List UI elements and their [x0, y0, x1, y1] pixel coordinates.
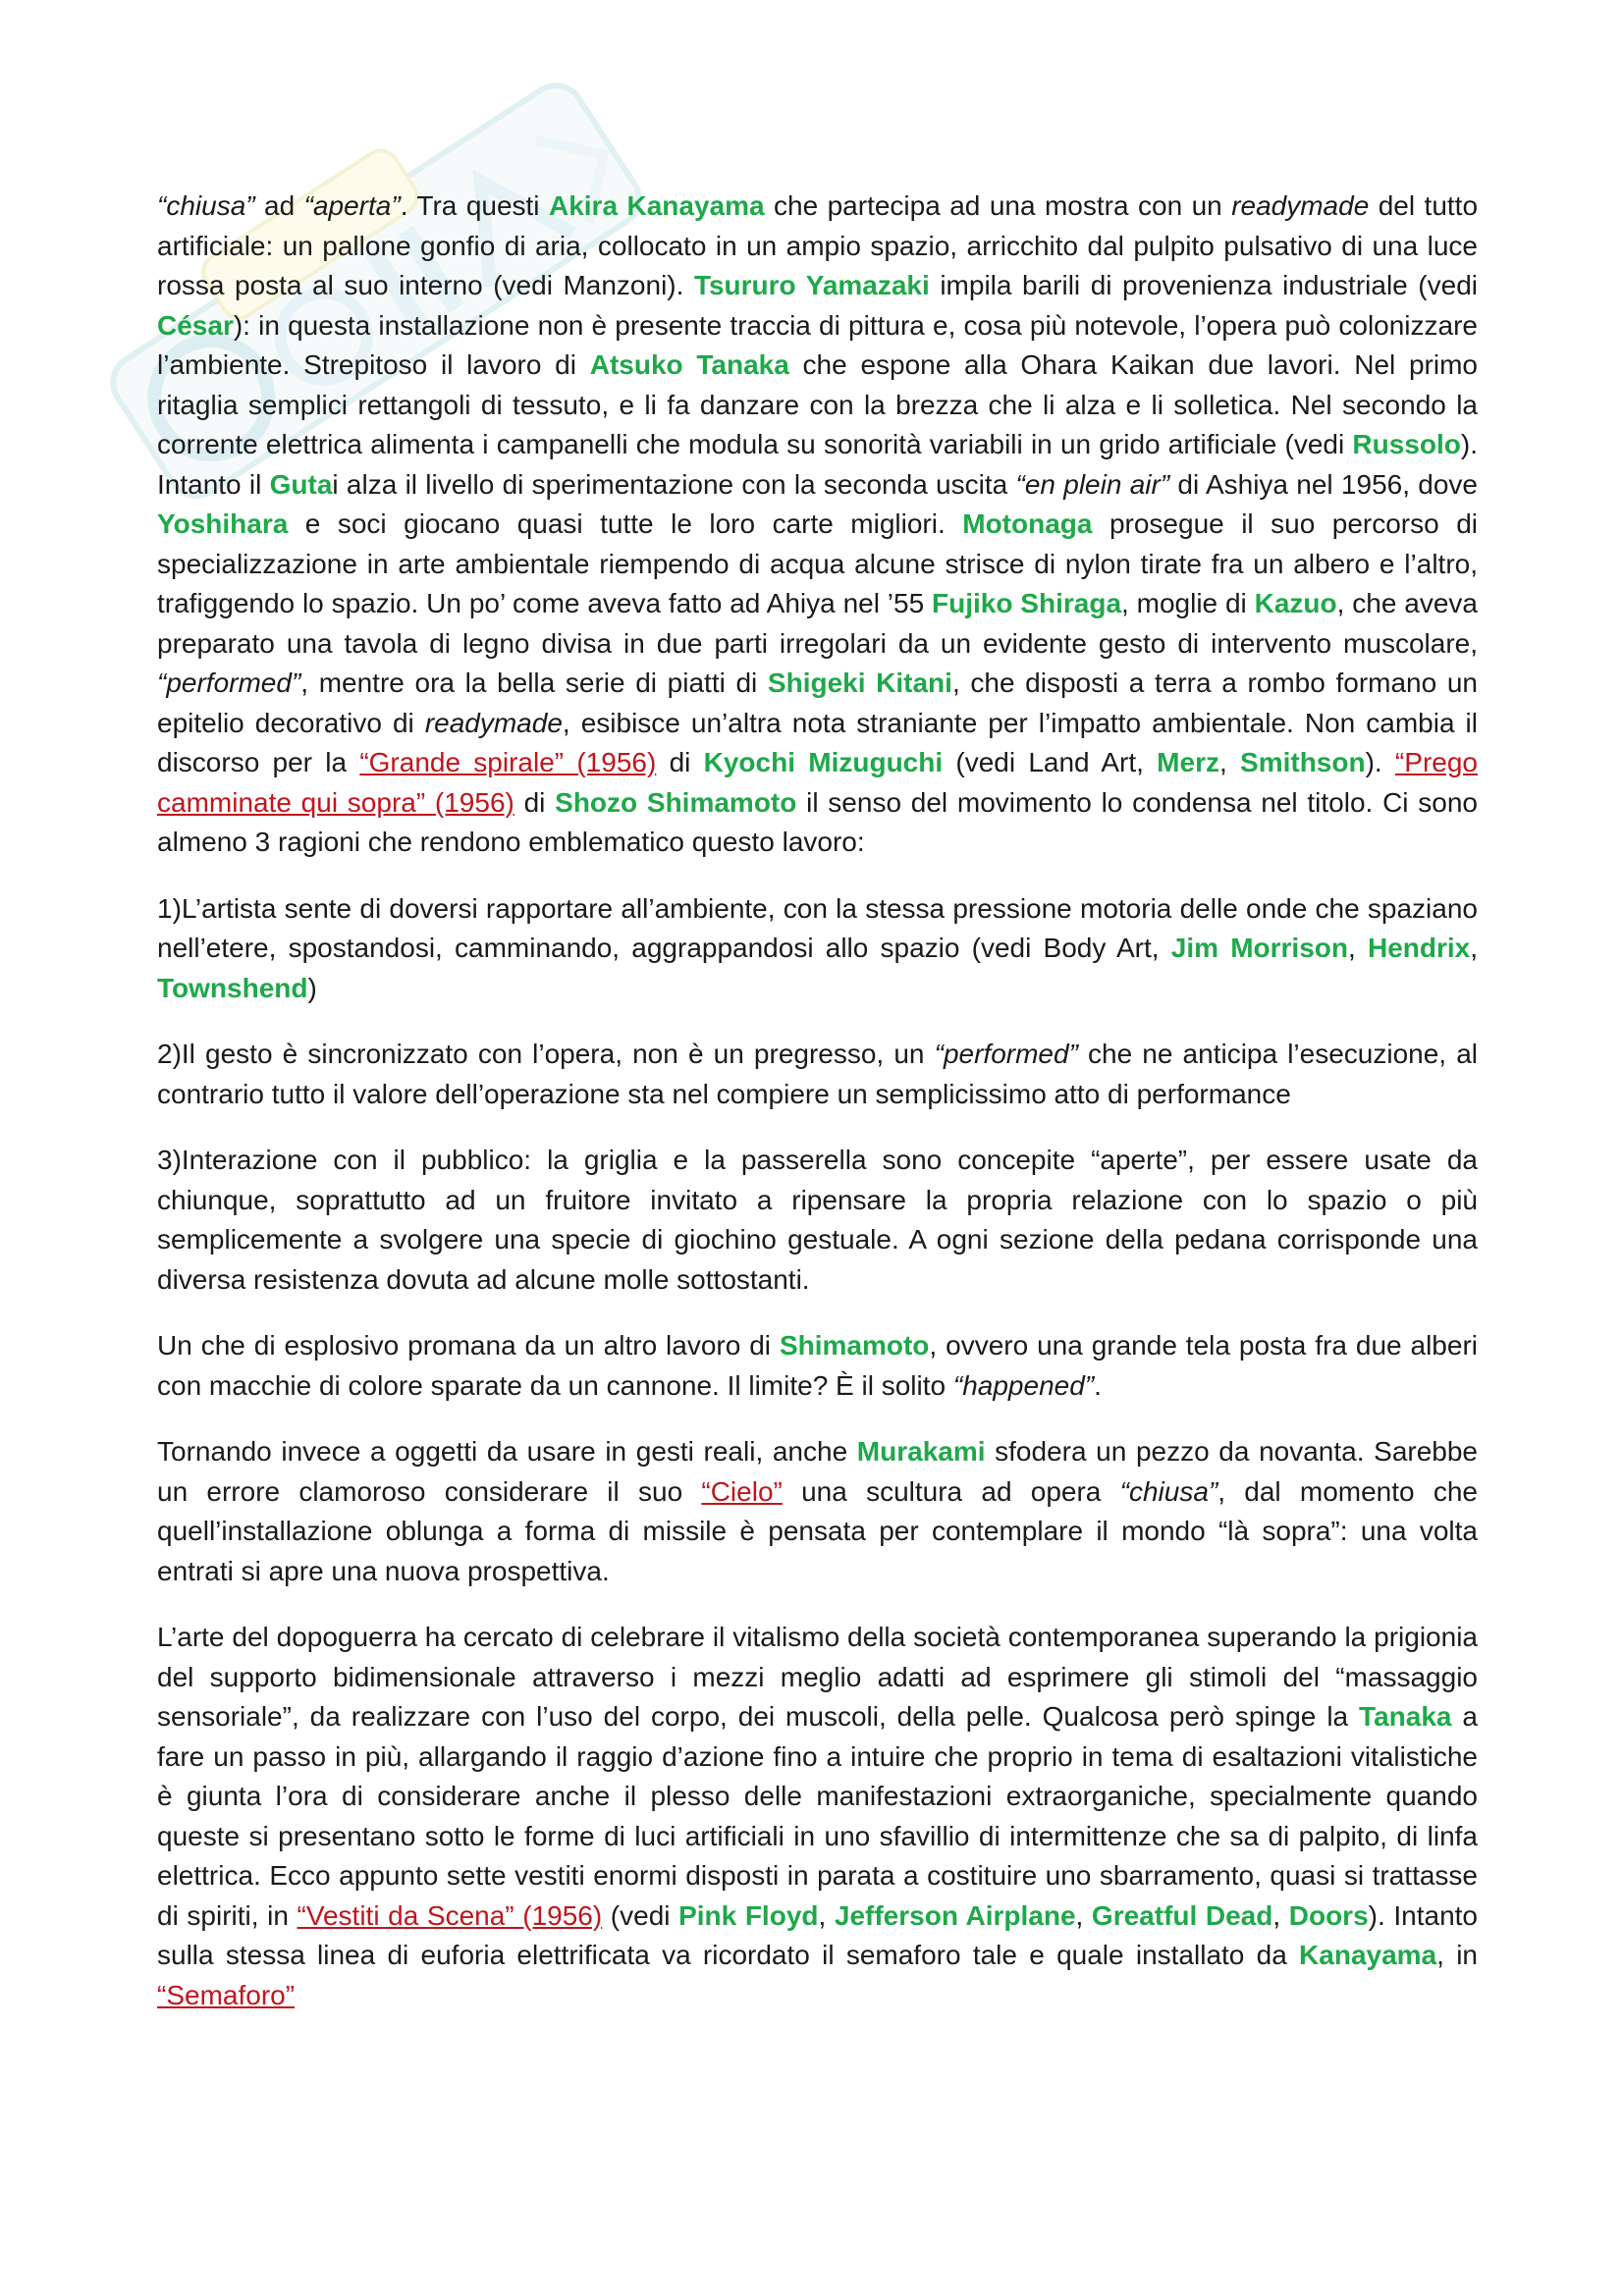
highlighted-name: Akira Kanayama: [548, 190, 765, 221]
highlighted-name: Murakami: [856, 1436, 986, 1467]
highlighted-name: Shozo Shimamoto: [555, 786, 797, 818]
paragraph: [157, 1141, 1478, 1300]
highlighted-name: Fujiko Shiraga: [932, 588, 1122, 618]
body-text: (vedi Land Art,: [943, 747, 1158, 777]
italic-term: “performed”: [157, 667, 301, 698]
body-text: una scultura ad opera: [782, 1475, 1120, 1507]
body-text: prosegue il suo percorso di specializzazione in arte ambientale riempendo di acqua alcune strisce di nylon tirate fra un albero e l’altro, trafiggendo lo spazio. Un po’ come aveva fatto ad Ahiya nel ’55: [157, 508, 1478, 618]
body-text: che espone alla Ohara Kaikan due lavori. Nel primo ritaglia semplici rettangoli di tessuto, e li fa danzare con la brezza che li alza e li solletica. Nel secondo la corrente elettrica alimenta i campanelli che modula su sonorità variabili in un grido artificiale (vedi: [157, 349, 1478, 459]
body-text: i alza il livello di sperimentazione con la seconda uscita: [332, 468, 1016, 500]
body-text: di Ashiya nel 1956, dove: [1169, 468, 1478, 500]
body-text: (vedi: [602, 1899, 679, 1931]
body-text: L’arte del dopoguerra ha cercato di celebrare il vitalismo della società contemporanea superando la prigionia del supporto bidimensionale attraverso i mezzi meglio adatti ad esprimere gli stimoli del “massaggio sensoriale”, da realizzare con l’uso del corpo, dei muscoli, della pelle. Qualcosa però spinge la: [157, 1622, 1478, 1732]
highlighted-name: Atsuko Tanaka: [589, 349, 789, 380]
highlighted-name: Russolo: [1352, 429, 1461, 459]
body-text: Un che di esplosivo promana da un altro lavoro di: [157, 1330, 780, 1361]
body-text: ). Intanto il: [157, 429, 1478, 500]
highlighted-name: Greatful Dead: [1091, 1899, 1273, 1931]
body-text: ,: [1272, 1899, 1289, 1931]
body-text: ,: [1470, 933, 1479, 963]
paragraph: [157, 1432, 1478, 1591]
body-text: ): in questa installazione non è presente traccia di pittura e, cosa più notevole, l’opera può colonizzare l’ambiente. Strepitoso il lavoro di: [157, 309, 1478, 380]
highlighted-name: Tanaka: [1359, 1701, 1452, 1732]
body-text: ,: [1348, 933, 1368, 963]
paragraph: [157, 1035, 1478, 1114]
body-text: ). Intanto sulla stessa linea di euforia elettrificata va ricordato il semaforo tale e quale installato da: [157, 1899, 1478, 1970]
artwork-link[interactable]: “Semaforo”: [157, 1979, 296, 2010]
body-text: 1)L’artista sente di doversi rapportare all’ambiente, con la stessa pressione motoria delle onde che spaziano nell’etere, spostandosi, camminando, aggrappandosi allo spazio (vedi Body Art,: [157, 892, 1478, 963]
body-text: , ovvero una grande tela posta fra due alberi con macchie di colore sparate da un cannone. Il limite? È il solito: [157, 1330, 1478, 1401]
highlighted-name: Kanayama: [1299, 1940, 1437, 1970]
body-text: , che disposti a terra a rombo formano un epitelio decorativo di: [157, 667, 1478, 738]
paragraph: [157, 1618, 1478, 2015]
body-text: che partecipa ad una mostra con un: [764, 190, 1232, 221]
italic-term: “happened”: [952, 1369, 1095, 1401]
highlighted-name: César: [157, 309, 234, 341]
body-text: che ne anticipa l’esecuzione, al contrario tutto il valore dell’operazione sta nel compiere un semplicissimo atto di performance: [157, 1039, 1478, 1109]
body-text: ,: [1218, 747, 1241, 777]
body-text: a fare un passo in più, allargando il raggio d’azione fino a intuire che proprio in tema di esaltazioni vitalistiche è giunta l’ora di considerare anche il plesso delle manifestazioni extraorganiche, specialmente quando queste si presentano sotto le forme di luci artificiali in uno sfavillio di intermittenze che sa di palpito, di linfa elettrica. Ecco appunto sette vestiti enormi disposti in parata a costituire uno sbarramento, quasi si trattasse di spiriti, in: [157, 1701, 1478, 1931]
artwork-link[interactable]: “Vestiti da Scena” (1956): [297, 1899, 603, 1931]
highlighted-name: Shimamoto: [779, 1330, 930, 1361]
body-text: Tornando invece a oggetti da usare in gesti reali, anche: [157, 1436, 857, 1467]
body-text: impila barili di provenienza industriale (vedi: [929, 270, 1478, 300]
highlighted-name: Hendrix: [1367, 933, 1471, 963]
body-text: .: [1094, 1369, 1102, 1401]
body-text: , che aveva preparato una tavola di legno divisa in due parti irregolari da un evidente gesto di intervento muscolare,: [157, 588, 1478, 659]
highlighted-name: Townshend: [157, 972, 308, 1003]
body-text: il senso del movimento lo condensa nel titolo. Ci sono almeno 3 ragioni che rendono emblematico questo lavoro:: [157, 786, 1478, 857]
italic-term: “en plein air”: [1015, 468, 1170, 500]
body-text: del tutto artificiale: un pallone gonfio di aria, collocato in un ampio spazio, arricchito dal pulpito pulsativo di una luce rossa posta al suo interno (vedi Manzoni).: [157, 190, 1479, 300]
italic-term: readymade: [1231, 190, 1370, 221]
body-text: , in: [1436, 1940, 1478, 1970]
body-text: , mentre ora la bella serie di piatti di: [300, 667, 768, 698]
italic-term: “chiusa”: [157, 190, 255, 221]
body-text: ,: [1075, 1899, 1092, 1931]
highlighted-name: Yoshihara: [157, 508, 289, 539]
italic-term: “chiusa”: [1119, 1475, 1218, 1507]
body-text: di: [656, 747, 704, 777]
highlighted-name: Doors: [1288, 1899, 1369, 1931]
body-text: ,: [818, 1899, 835, 1931]
body-text: , moglie di: [1121, 588, 1255, 618]
body-text: ).: [1365, 747, 1395, 777]
highlighted-name: Motonaga: [962, 508, 1093, 539]
paragraph: [157, 187, 1478, 863]
body-text: 3)Interazione con il pubblico: la griglia e la passerella sono concepite “aperte”, per essere usate da chiunque, soprattutto ad un fruitore invitato a ripensare la propria relazione con lo spazio o più semplicemente a svolgere una specie di giochino gestuale. A ogni sezione della pedana corrisponde una diversa resistenza dovuta ad alcune molle sottostanti.: [157, 1145, 1478, 1295]
body-text: 2)Il gesto è sincronizzato con l’opera, non è un pregresso, un: [157, 1039, 935, 1069]
highlighted-name: Kazuo: [1254, 588, 1337, 618]
artwork-link[interactable]: “Cielo”: [701, 1475, 783, 1507]
highlighted-name: Jefferson Airplane: [834, 1899, 1076, 1931]
highlighted-name: Shigeki Kitani: [767, 667, 952, 698]
body-text: , dal momento che quell’installazione oblunga a forma di missile è pensata per contemplare il mondo “là sopra”: una volta entrati si apre una nuova prospettiva.: [157, 1475, 1478, 1586]
highlighted-name: Guta: [269, 468, 333, 500]
paragraph: [157, 889, 1478, 1009]
highlighted-name: Kyochi Mizuguchi: [703, 747, 944, 777]
body-text: ad: [254, 190, 304, 221]
italic-term: readymade: [424, 707, 563, 738]
highlighted-name: Pink Floyd: [678, 1899, 819, 1931]
italic-term: “aperta”: [303, 190, 401, 221]
body-text: di: [514, 786, 556, 818]
highlighted-name: Tsururo Yamazaki: [693, 270, 930, 300]
body-text: sfodera un pezzo da novanta. Sarebbe un errore clamoroso considerare il suo: [157, 1436, 1479, 1507]
body-text: . Tra questi: [400, 190, 549, 221]
document-body: [157, 187, 1478, 2042]
artwork-link[interactable]: “Prego camminate qui sopra” (1956): [157, 747, 1478, 818]
italic-term: “performed”: [934, 1039, 1078, 1069]
paragraph: [157, 1326, 1478, 1406]
body-text: ): [307, 972, 317, 1003]
highlighted-name: Merz: [1157, 747, 1219, 777]
body-text: e soci giocano quasi tutte le loro carte migliori.: [288, 508, 963, 539]
artwork-link[interactable]: “Grande spirale” (1956): [359, 747, 657, 777]
highlighted-name: Smithson: [1240, 747, 1366, 777]
highlighted-name: Jim Morrison: [1170, 933, 1348, 963]
body-text: , esibisce un’altra nota straniante per l’impatto ambientale. Non cambia il discorso per la: [157, 707, 1479, 777]
